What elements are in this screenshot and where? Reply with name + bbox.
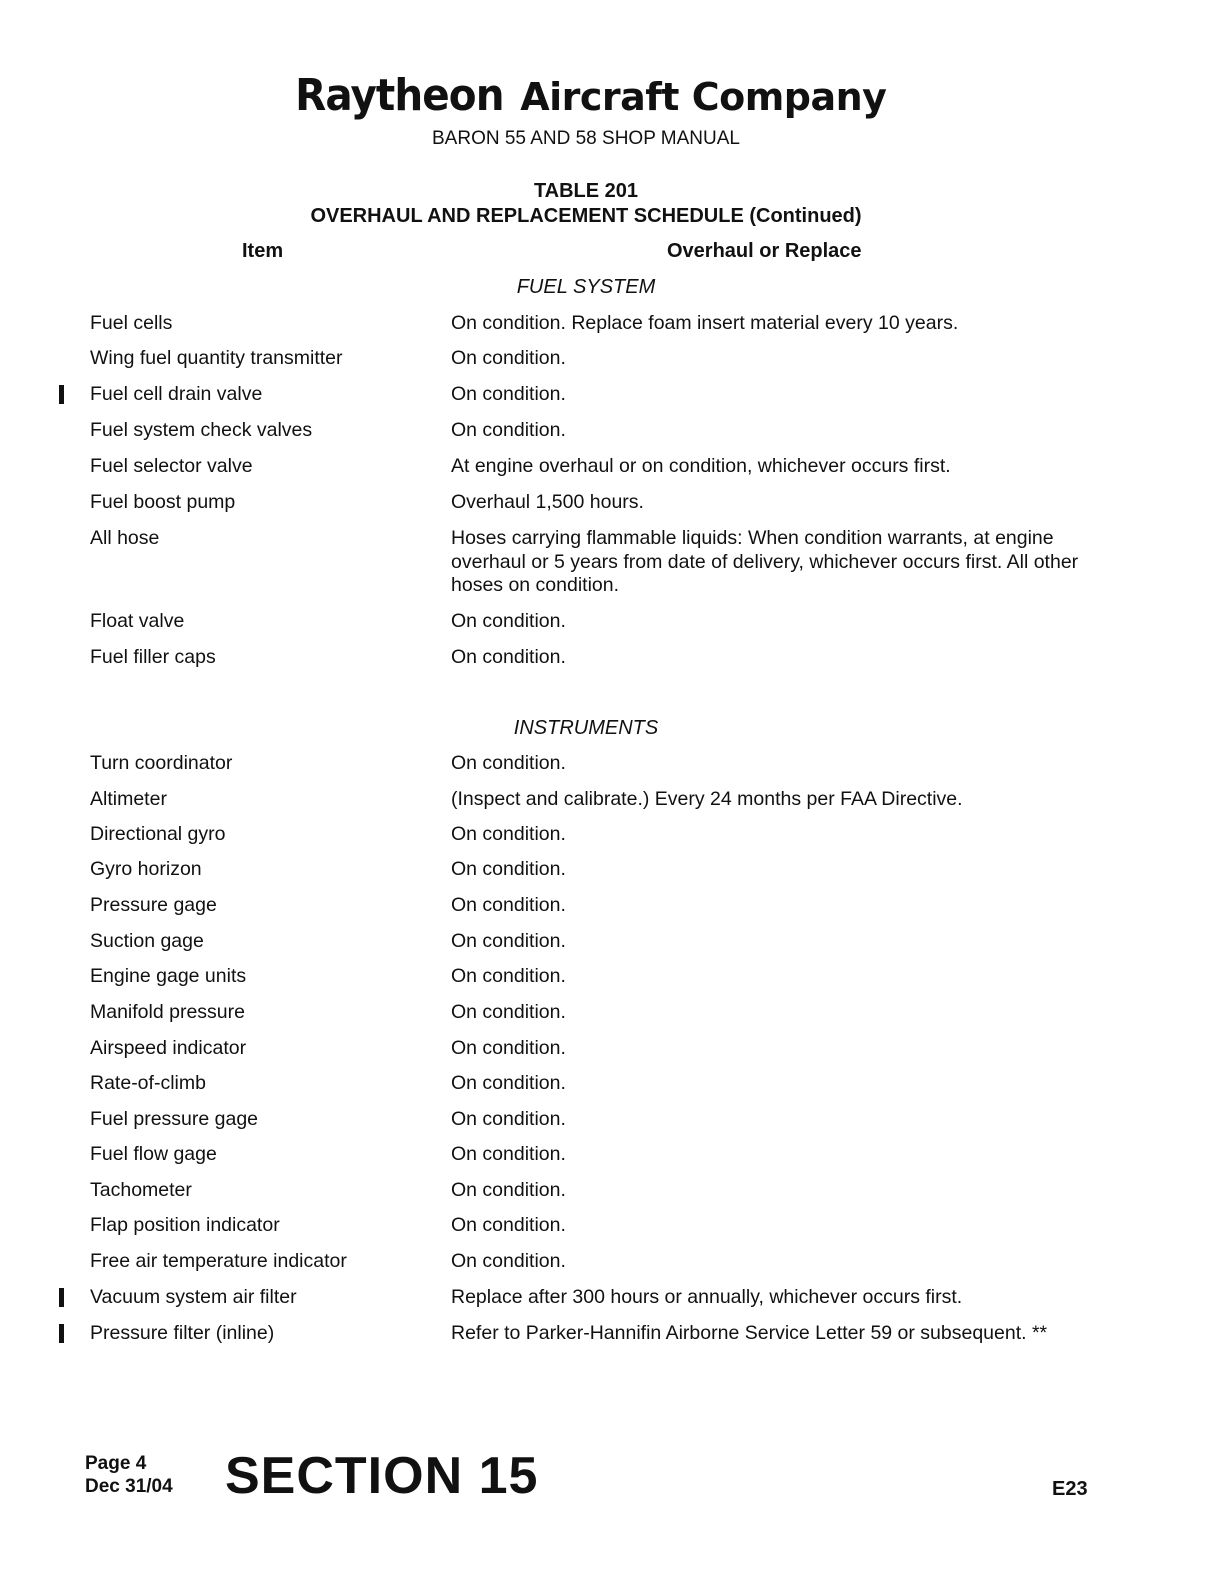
row-action: On condition. xyxy=(451,894,566,916)
section-heading-fuel-system: FUEL SYSTEM xyxy=(516,276,656,298)
manual-title: BARON 55 AND 58 SHOP MANUAL xyxy=(432,128,740,149)
row-item: Turn coordinator xyxy=(90,752,233,774)
row-item: Flap position indicator xyxy=(90,1214,280,1236)
row-item: Rate-of-climb xyxy=(90,1072,206,1094)
footer-page-number: Page 4 xyxy=(85,1453,147,1474)
row-item: Pressure gage xyxy=(90,894,217,916)
row-action: On condition. xyxy=(451,347,566,369)
row-item: Fuel cell drain valve xyxy=(90,383,263,405)
row-action: On condition. xyxy=(451,823,566,845)
row-action: On condition. xyxy=(451,1001,566,1023)
row-item: Altimeter xyxy=(90,788,167,810)
row-item: Suction gage xyxy=(90,930,204,952)
row-item: Free air temperature indicator xyxy=(90,1250,347,1272)
row-item: Airspeed indicator xyxy=(90,1037,247,1059)
row-action: On condition. xyxy=(451,752,566,774)
row-action: On condition. xyxy=(451,383,566,405)
brand-logo-name: Raytheon xyxy=(294,70,504,121)
row-action: Hoses carrying flammable liquids: When condition warrants, at engine overhaul or 5 years from date of delivery, whichever occurs first. All other hoses on condition. xyxy=(451,527,1079,596)
row-action: Overhaul 1,500 hours. xyxy=(451,491,644,513)
row-item: Tachometer xyxy=(90,1179,192,1201)
row-item: Fuel pressure gage xyxy=(90,1108,259,1130)
section-heading-instruments: INSTRUMENTS xyxy=(513,717,659,739)
row-action: On condition. xyxy=(451,965,566,987)
row-action: Replace after 300 hours or annually, whichever occurs first. xyxy=(451,1286,963,1308)
row-action: On condition. xyxy=(451,1250,566,1272)
row-item: Wing fuel quantity transmitter xyxy=(90,347,343,369)
row-action: On condition. xyxy=(451,1072,566,1094)
row-action: On condition. xyxy=(451,1214,566,1236)
row-item: Engine gage units xyxy=(90,965,247,987)
row-action: On condition. Replace foam insert material every 10 years. xyxy=(451,312,959,334)
row-item: Fuel system check valves xyxy=(90,419,313,441)
row-action: On condition. xyxy=(451,858,566,880)
row-item: Directional gyro xyxy=(90,823,226,845)
change-bar xyxy=(59,385,64,404)
row-item: Fuel cells xyxy=(90,312,173,334)
row-item: All hose xyxy=(90,527,160,549)
row-action: On condition. xyxy=(451,1108,566,1130)
row-item: Float valve xyxy=(90,610,185,632)
row-item: Pressure filter (inline) xyxy=(90,1322,275,1344)
row-item: Fuel flow gage xyxy=(90,1143,217,1165)
row-item: Manifold pressure xyxy=(90,1001,245,1023)
row-action: On condition. xyxy=(451,1037,566,1059)
row-item: Fuel boost pump xyxy=(90,491,236,513)
change-bar xyxy=(59,1324,64,1343)
row-action: Refer to Parker-Hannifin Airborne Service Letter 59 or subsequent. ** xyxy=(451,1322,1048,1344)
footer-page-info xyxy=(85,1452,173,1498)
change-bar xyxy=(59,1288,64,1307)
column-header-action: Overhaul or Replace xyxy=(667,240,862,262)
footer-effectivity-code: E23 xyxy=(1052,1478,1088,1500)
row-item: Gyro horizon xyxy=(90,858,202,880)
row-item: Fuel selector valve xyxy=(90,455,253,477)
row-action: On condition. xyxy=(451,646,566,668)
footer-date: Dec 31/04 xyxy=(85,1476,173,1497)
row-item: Vacuum system air filter xyxy=(90,1286,297,1308)
table-title: OVERHAUL AND REPLACEMENT SCHEDULE (Continued) xyxy=(310,205,862,227)
row-action: On condition. xyxy=(451,930,566,952)
row-item: Fuel filler caps xyxy=(90,646,216,668)
row-action: (Inspect and calibrate.) Every 24 months per FAA Directive. xyxy=(451,788,963,810)
footer-section-title: SECTION 15 xyxy=(225,1447,539,1505)
row-action: On condition. xyxy=(451,1179,566,1201)
row-action: At engine overhaul or on condition, whichever occurs first. xyxy=(451,455,951,477)
row-action: On condition. xyxy=(451,419,566,441)
table-number: TABLE 201 xyxy=(533,180,639,202)
brand-header xyxy=(0,70,1172,121)
row-action: On condition. xyxy=(451,1143,566,1165)
row-action: On condition. xyxy=(451,610,566,632)
brand-company: Aircraft Company xyxy=(520,75,887,119)
column-header-item: Item xyxy=(242,240,284,262)
